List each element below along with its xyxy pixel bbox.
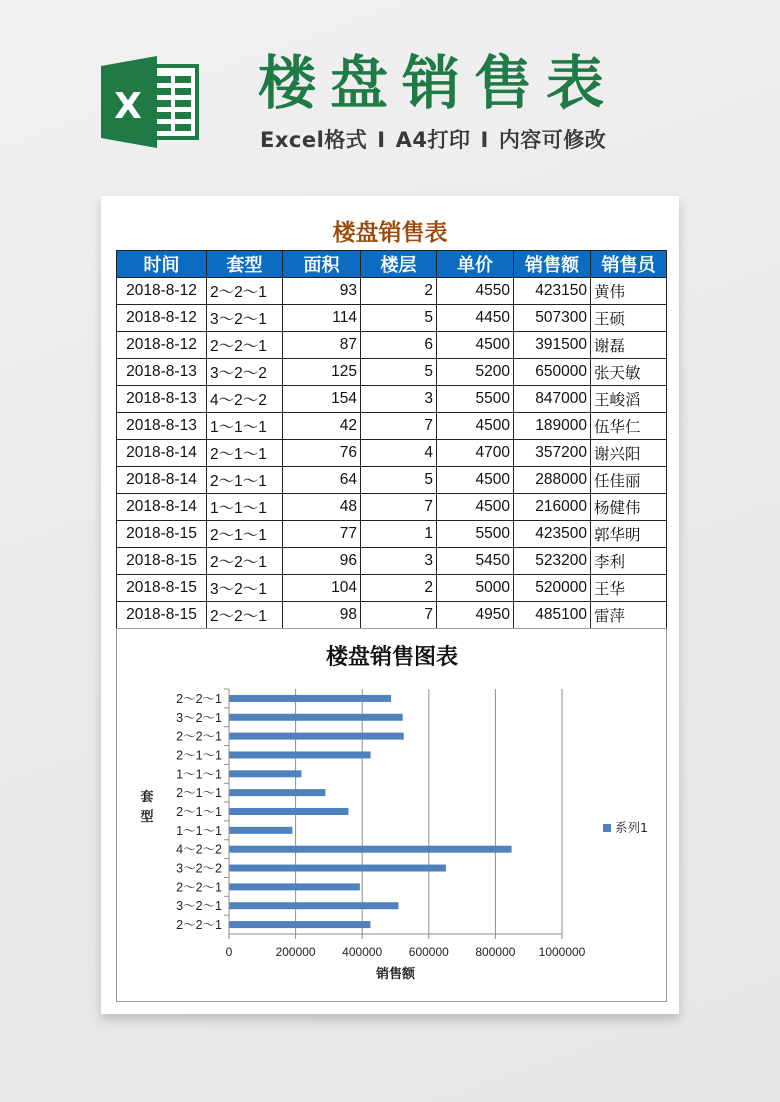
table-row xyxy=(117,305,667,332)
cell-salesperson[interactable]: 王华 xyxy=(591,575,667,602)
table-row xyxy=(117,521,667,548)
x-tick-label: 0 xyxy=(225,945,233,959)
cell-area[interactable]: 104 xyxy=(283,575,361,602)
cell-unit-type[interactable]: 3～2～2 xyxy=(207,359,283,386)
subtitle-separator: I xyxy=(377,128,386,152)
cell-unit-price[interactable]: 4700 xyxy=(437,440,514,467)
cell-unit-price[interactable]: 4500 xyxy=(437,494,514,521)
y-tick-label: 3～2～1 xyxy=(176,899,222,914)
table-row xyxy=(117,278,667,305)
cell-date[interactable]: 2018-8-14 xyxy=(117,467,207,494)
cell-date[interactable]: 2018-8-14 xyxy=(117,440,207,467)
cell-date[interactable]: 2018-8-12 xyxy=(117,332,207,359)
cell-area[interactable]: 42 xyxy=(283,413,361,440)
cell-unit-type[interactable]: 2～1～1 xyxy=(207,467,283,494)
cell-salesperson[interactable]: 郭华明 xyxy=(591,521,667,548)
subtitle-print: A4打印 xyxy=(395,128,471,152)
cell-salesperson[interactable]: 任佳丽 xyxy=(591,467,667,494)
y-tick-label: 3～2～1 xyxy=(176,710,222,725)
cell-floor[interactable]: 3 xyxy=(361,548,437,575)
banner-subtitle xyxy=(260,124,606,154)
cell-unit-type[interactable]: 3～2～1 xyxy=(207,305,283,332)
cell-area[interactable]: 114 xyxy=(283,305,361,332)
cell-floor[interactable]: 5 xyxy=(361,359,437,386)
cell-floor[interactable]: 7 xyxy=(361,413,437,440)
y-tick-label: 1～1～1 xyxy=(176,767,222,782)
table-row xyxy=(117,548,667,575)
subtitle-separator: I xyxy=(480,128,489,152)
x-tick-label: 400000 xyxy=(342,945,383,959)
cell-floor[interactable]: 2 xyxy=(361,278,437,305)
cell-date[interactable]: 2018-8-15 xyxy=(117,575,207,602)
cell-date[interactable]: 2018-8-15 xyxy=(117,602,207,629)
bar[interactable] xyxy=(230,865,446,872)
cell-unit-price[interactable]: 5450 xyxy=(437,548,514,575)
column-header-floor: 楼层 xyxy=(361,251,437,278)
banner-title: 楼盘销售表 xyxy=(258,49,619,117)
cell-sales-amount[interactable]: 288000 xyxy=(514,467,591,494)
y-axis-title: 型 xyxy=(140,810,154,825)
cell-area[interactable]: 154 xyxy=(283,386,361,413)
cell-salesperson[interactable]: 谢磊 xyxy=(591,332,667,359)
cell-unit-price[interactable]: 4550 xyxy=(437,278,514,305)
cell-date[interactable]: 2018-8-14 xyxy=(117,494,207,521)
bar[interactable] xyxy=(230,827,293,834)
cell-floor[interactable]: 6 xyxy=(361,332,437,359)
excel-logo-icon xyxy=(101,56,199,148)
table-row xyxy=(117,359,667,386)
y-tick-label: 1～1～1 xyxy=(176,823,222,838)
y-tick-label: 2～2～1 xyxy=(176,691,222,706)
cell-salesperson[interactable]: 李利 xyxy=(591,548,667,575)
column-header-unit-type: 套型 xyxy=(207,251,283,278)
bar[interactable] xyxy=(230,808,349,815)
table-row xyxy=(117,494,667,521)
x-tick-label: 800000 xyxy=(475,945,516,959)
cell-unit-type[interactable]: 2～2～1 xyxy=(207,548,283,575)
y-tick-label: 4～2～2 xyxy=(176,842,222,857)
bar[interactable] xyxy=(230,921,371,928)
legend-swatch xyxy=(603,824,611,832)
cell-floor[interactable]: 2 xyxy=(361,575,437,602)
cell-sales-amount[interactable]: 520000 xyxy=(514,575,591,602)
cell-sales-amount[interactable]: 507300 xyxy=(514,305,591,332)
cell-unit-type[interactable]: 2～2～1 xyxy=(207,278,283,305)
cell-date[interactable]: 2018-8-13 xyxy=(117,413,207,440)
cell-date[interactable]: 2018-8-13 xyxy=(117,359,207,386)
cell-floor[interactable]: 5 xyxy=(361,467,437,494)
cell-unit-price[interactable]: 4950 xyxy=(437,602,514,629)
table-row xyxy=(117,602,667,629)
table-row xyxy=(117,575,667,602)
y-tick-label: 2～1～1 xyxy=(176,805,222,819)
x-axis-title: 销售额 xyxy=(375,967,416,982)
x-tick-label: 200000 xyxy=(275,945,316,959)
cell-date[interactable]: 2018-8-12 xyxy=(117,278,207,305)
cell-salesperson[interactable]: 谢兴阳 xyxy=(591,440,667,467)
x-tick-label: 600000 xyxy=(408,945,449,959)
spreadsheet-page xyxy=(101,196,679,1014)
cell-unit-price[interactable]: 4450 xyxy=(437,305,514,332)
sheet-title: 楼盘销售表 xyxy=(332,220,448,246)
table-row xyxy=(117,467,667,494)
cell-floor[interactable]: 5 xyxy=(361,305,437,332)
cell-unit-type[interactable]: 1～1～1 xyxy=(207,494,283,521)
y-tick-label: 2～1～1 xyxy=(176,786,222,801)
cell-date[interactable]: 2018-8-15 xyxy=(117,548,207,575)
cell-salesperson[interactable]: 杨健伟 xyxy=(591,494,667,521)
cell-unit-type[interactable]: 1～1～1 xyxy=(207,413,283,440)
cell-floor[interactable]: 7 xyxy=(361,494,437,521)
cell-date[interactable]: 2018-8-13 xyxy=(117,386,207,413)
sales-table xyxy=(116,250,667,629)
column-header-unit-price: 单价 xyxy=(437,251,514,278)
cell-unit-type[interactable]: 2～1～1 xyxy=(207,440,283,467)
cell-floor[interactable]: 4 xyxy=(361,440,437,467)
y-tick-label: 3～2～2 xyxy=(176,861,222,876)
cell-unit-price[interactable]: 4500 xyxy=(437,413,514,440)
cell-salesperson[interactable]: 张天敏 xyxy=(591,359,667,386)
cell-sales-amount[interactable]: 523200 xyxy=(514,548,591,575)
cell-floor[interactable]: 3 xyxy=(361,386,437,413)
cell-unit-type[interactable]: 3～2～1 xyxy=(207,575,283,602)
cell-area[interactable]: 87 xyxy=(283,332,361,359)
bar[interactable] xyxy=(230,902,399,909)
cell-floor[interactable]: 7 xyxy=(361,602,437,629)
cell-area[interactable]: 48 xyxy=(283,494,361,521)
cell-area[interactable]: 93 xyxy=(283,278,361,305)
cell-area[interactable]: 77 xyxy=(283,521,361,548)
cell-sales-amount[interactable]: 485100 xyxy=(514,602,591,629)
cell-sales-amount[interactable]: 189000 xyxy=(514,413,591,440)
cell-salesperson[interactable]: 黄伟 xyxy=(591,278,667,305)
cell-unit-type[interactable]: 2～1～1 xyxy=(207,521,283,548)
cell-area[interactable]: 64 xyxy=(283,467,361,494)
cell-unit-price[interactable]: 5500 xyxy=(437,521,514,548)
sales-chart xyxy=(116,628,667,1002)
cell-area[interactable]: 76 xyxy=(283,440,361,467)
column-header-area: 面积 xyxy=(283,251,361,278)
bar[interactable] xyxy=(230,714,403,721)
subtitle-format: Excel格式 xyxy=(260,128,368,152)
cell-area[interactable]: 125 xyxy=(283,359,361,386)
y-tick-label: 2～1～1 xyxy=(176,748,222,763)
table-row xyxy=(117,386,667,413)
table-row xyxy=(117,440,667,467)
cell-sales-amount[interactable]: 650000 xyxy=(514,359,591,386)
bar[interactable] xyxy=(230,883,360,890)
cell-unit-price[interactable]: 5000 xyxy=(437,575,514,602)
cell-unit-price[interactable]: 5200 xyxy=(437,359,514,386)
bar[interactable] xyxy=(230,789,326,796)
cell-unit-price[interactable]: 5500 xyxy=(437,386,514,413)
cell-sales-amount[interactable]: 423150 xyxy=(514,278,591,305)
svg-text:X: X xyxy=(114,86,142,127)
table-row xyxy=(117,413,667,440)
column-header-sales-amount: 销售额 xyxy=(514,251,591,278)
x-tick-label: 1000000 xyxy=(538,945,586,959)
subtitle-editable: 内容可修改 xyxy=(498,128,607,152)
cell-date[interactable]: 2018-8-15 xyxy=(117,521,207,548)
cell-salesperson[interactable]: 王硕 xyxy=(591,305,667,332)
cell-unit-type[interactable]: 4～2～2 xyxy=(207,386,283,413)
table-row xyxy=(117,332,667,359)
cell-floor[interactable]: 1 xyxy=(361,521,437,548)
cell-sales-amount[interactable]: 216000 xyxy=(514,494,591,521)
cell-area[interactable]: 98 xyxy=(283,602,361,629)
cell-sales-amount[interactable]: 391500 xyxy=(514,332,591,359)
cell-salesperson[interactable]: 雷萍 xyxy=(591,602,667,629)
legend-label: 系列1 xyxy=(615,820,648,835)
cell-sales-amount[interactable]: 423500 xyxy=(514,521,591,548)
bar[interactable] xyxy=(230,695,392,702)
y-tick-label: 2～2～1 xyxy=(176,918,222,933)
cell-unit-price[interactable]: 4500 xyxy=(437,332,514,359)
bar[interactable] xyxy=(230,751,371,758)
y-tick-label: 2～2～1 xyxy=(176,880,222,895)
cell-unit-type[interactable]: 2～2～1 xyxy=(207,602,283,629)
bar[interactable] xyxy=(230,770,302,777)
y-axis-title: 套 xyxy=(140,790,154,805)
cell-unit-type[interactable]: 2～2～1 xyxy=(207,332,283,359)
bar[interactable] xyxy=(230,846,512,853)
table-header-row xyxy=(117,251,667,278)
column-header-date: 时间 xyxy=(117,251,207,278)
cell-sales-amount[interactable]: 847000 xyxy=(514,386,591,413)
chart-title: 楼盘销售图表 xyxy=(325,645,459,670)
cell-area[interactable]: 96 xyxy=(283,548,361,575)
column-header-salesperson: 销售员 xyxy=(591,251,667,278)
cell-sales-amount[interactable]: 357200 xyxy=(514,440,591,467)
cell-salesperson[interactable]: 伍华仁 xyxy=(591,413,667,440)
y-tick-label: 2～2～1 xyxy=(176,729,222,744)
bar[interactable] xyxy=(230,733,404,740)
cell-date[interactable]: 2018-8-12 xyxy=(117,305,207,332)
cell-unit-price[interactable]: 4500 xyxy=(437,467,514,494)
cell-salesperson[interactable]: 王峻滔 xyxy=(591,386,667,413)
